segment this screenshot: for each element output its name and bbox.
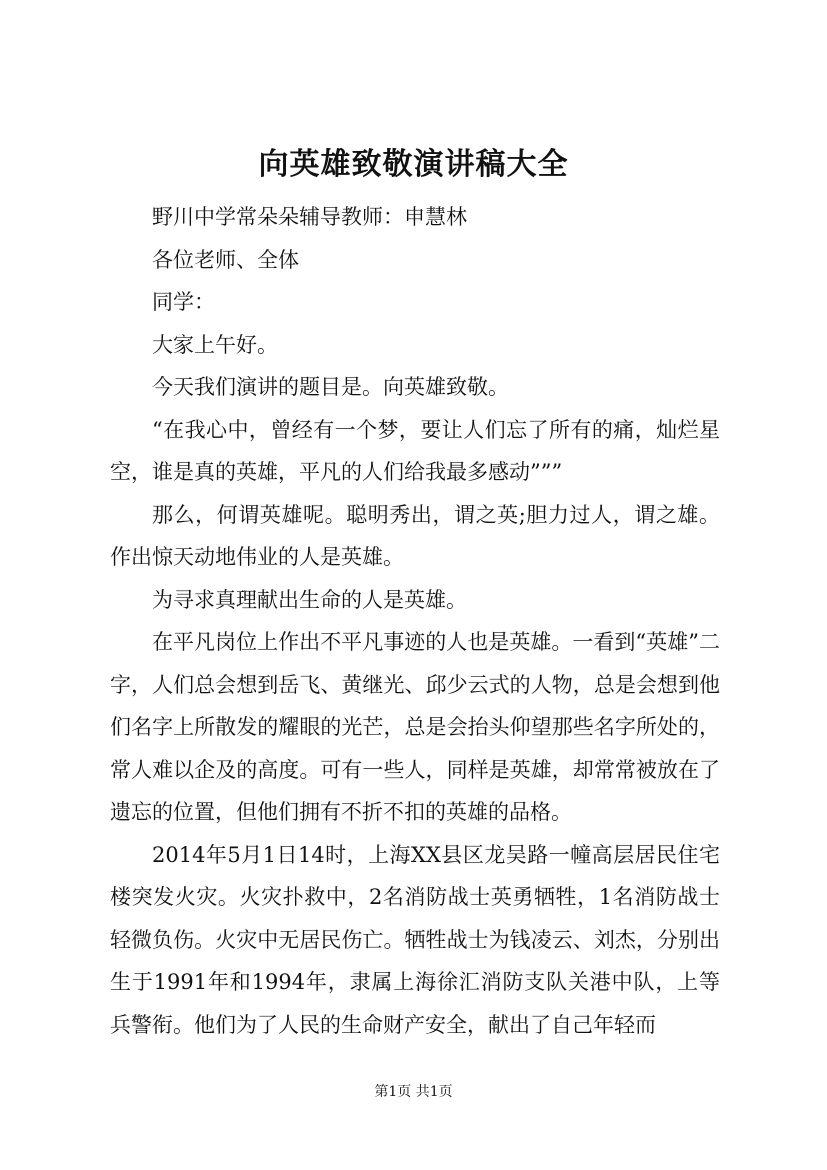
document-body: [110, 196, 720, 1046]
paragraph-topic: 今天我们演讲的题目是。向英雄致敬。: [152, 375, 509, 399]
paragraph-quote: “在我心中，曾经有一个梦，要让人们忘了所有的痛，灿烂星空，谁是真的英雄，平凡的人们给我最多感动”””: [110, 417, 720, 484]
page-number-footer: 第1页 共1页: [374, 1084, 453, 1100]
paragraph-definition: 那么，何谓英雄呢。聪明秀出，谓之英;胆力过人，谓之雄。作出惊天动地伟业的人是英雄。: [110, 502, 720, 569]
paragraph-truth: 为寻求真理献出生命的人是英雄。: [152, 587, 467, 612]
paragraph-greeting: 大家上午好。: [152, 332, 278, 357]
paragraph-ordinary-heroes: 在平凡岗位上作出不平凡事迹的人也是英雄。一看到“英雄”二字，人们总会想到岳飞、黄继光、邱少云式的人物，总是会想到他们名字上所散发的耀眼的光芒，总是会抬头仰望那些名字所处的，常人难以企及的高度。可有一些人，同样是英雄，却常常被放在了遗忘的位置，但他们拥有不折不扣的英雄的品格。: [110, 630, 720, 824]
paragraph-fire-incident: 2014年5月1日14时，上海XX县区龙吴路一幢高层居民住宅楼突发火灾。火灾扑救中，2名消防战士英勇牺牲，1名消防战士轻微负伤。火灾中无居民伤亡。牺牲战士为钱凌云、刘杰，分别出生于1991年和1994年，隶属上海徐汇消防支队关港中队，上等兵警衔。他们为了人民的生命财产安全，献出了自己年轻而: [110, 842, 720, 1037]
paragraph-author: 野川中学常朵朵辅导教师：申慧林: [152, 205, 467, 229]
paragraph-salutation-1: 各位老师、全体: [152, 247, 299, 272]
document-title: 向英雄致敬演讲稿大全: [258, 147, 569, 182]
paragraph-salutation-2: 同学：: [152, 290, 215, 314]
